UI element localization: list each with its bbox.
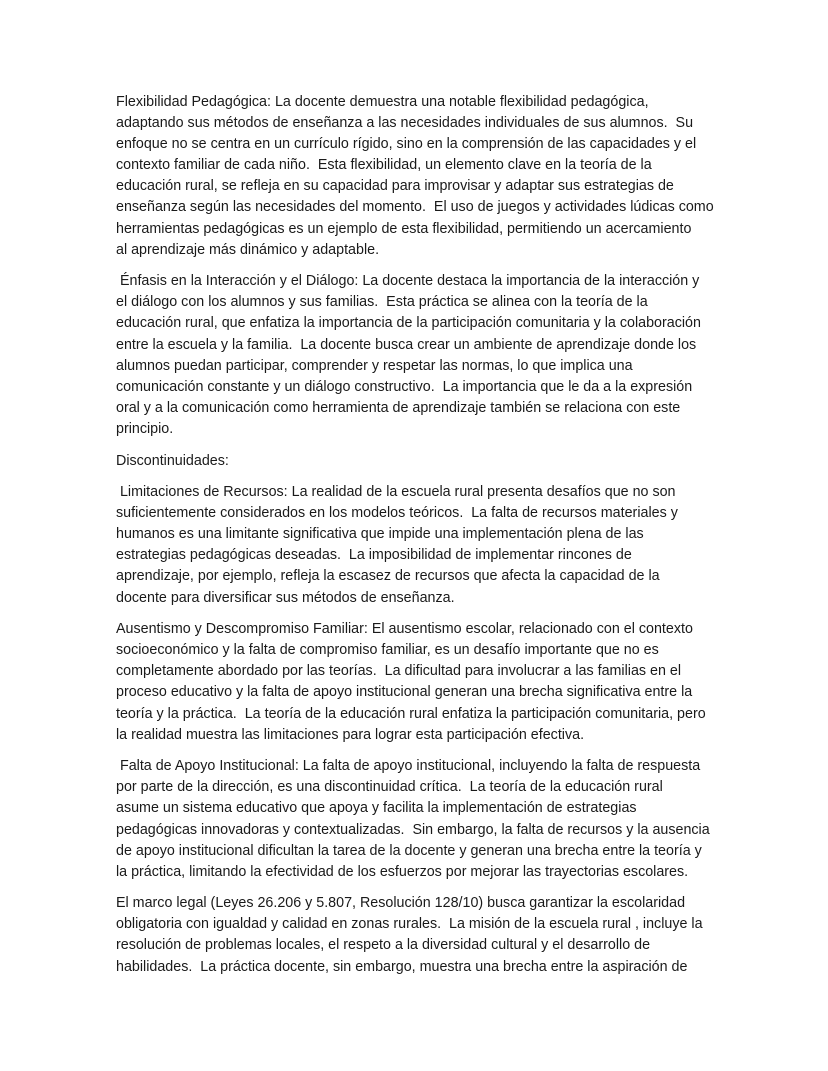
document-page: [116, 92, 726, 988]
text-line: Falta de Apoyo Institucional: La falta de apoyo institucional, incluyendo la falta de respuesta: [116, 758, 701, 775]
text-line: al aprendizaje más dinámico y adaptable.: [116, 241, 380, 258]
text-line: Flexibilidad Pedagógica: La docente demuestra una notable flexibilidad pedagógica,: [116, 94, 649, 110]
text-line: entre la escuela y la familia. La docente busca crear un ambiente de aprendizaje donde los: [116, 336, 697, 353]
text-line: la realidad muestra las limitaciones para lograr esta participación efectiva.: [116, 726, 585, 743]
text-line: de apoyo institucional dificultan la tarea de la docente y generan una brecha entre la teoría y: [116, 842, 702, 859]
text-line: estrategias pedagógicas deseadas. La imposibilidad de implementar rincones de: [116, 547, 632, 564]
text-line: Discontinuidades:: [116, 452, 229, 469]
text-line: Limitaciones de Recursos: La realidad de la escuela rural presenta desafíos que no son: [116, 484, 676, 501]
text-line: Énfasis en la Interacción y el Diálogo: La docente destaca la importancia de la interacción y: [116, 273, 700, 290]
text-line: educación rural, que enfatiza la importancia de la participación comunitaria y la colaboración: [116, 315, 701, 332]
text-line: oral y a la comunicación como herramienta de aprendizaje también se relaciona con este: [116, 399, 681, 416]
paragraph-ausentismo: [116, 619, 726, 746]
paragraph-flexibilidad: [116, 92, 726, 261]
text-line: obligatoria con igualdad y calidad en zonas rurales. La misión de la escuela rural , incluye la: [116, 916, 703, 933]
text-line: educación rural, se refleja en su capacidad para improvisar y adaptar sus estrategias de: [116, 178, 674, 195]
paragraph-marco-legal: [116, 893, 726, 977]
text-line: enfoque no se centra en un currículo rígido, sino en la comprensión de las capacidades y el: [116, 136, 697, 153]
text-line: el diálogo con los alumnos y sus familias. Esta práctica se alinea con la teoría de la: [116, 294, 648, 311]
text-line: aprendizaje, por ejemplo, refleja la escasez de recursos que afecta la capacidad de la: [116, 568, 660, 585]
text-line: por parte de la dirección, es una discontinuidad crítica. La teoría de la educación rural: [116, 779, 663, 796]
text-line: teoría y la práctica. La teoría de la educación rural enfatiza la participación comunitaria, pero: [116, 705, 706, 722]
text-line: asume un sistema educativo que apoya y facilita la implementación de estrategias: [116, 800, 637, 817]
heading-discontinuidades: [116, 451, 726, 472]
text-line: El marco legal (Leyes 26.206 y 5.807, Resolución 128/10) busca garantizar la escolaridad: [116, 895, 686, 912]
text-line: herramientas pedagógicas es un ejemplo de esta flexibilidad, permitiendo un acercamiento: [116, 220, 692, 237]
text-line: resolución de problemas locales, el respeto a la diversidad cultural y el desarrollo de: [116, 937, 651, 954]
text-line: docente para diversificar sus métodos de enseñanza.: [116, 589, 455, 606]
text-line: habilidades. La práctica docente, sin embargo, muestra una brecha entre la aspiración de: [116, 958, 688, 975]
paragraph-apoyo-institucional: [116, 756, 726, 883]
text-line: enseñanza según las necesidades del momento. El uso de juegos y actividades lúdicas como: [116, 199, 714, 216]
text-line: adaptando sus métodos de enseñanza a las necesidades individuales de sus alumnos. Su: [116, 115, 694, 132]
text-line: pedagógicas innovadoras y contextualizadas. Sin embargo, la falta de recursos y la ausencia: [116, 821, 710, 838]
text-line: comunicación constante y un diálogo constructivo. La importancia que le da a la expresión: [116, 378, 693, 395]
text-line: Ausentismo y Descompromiso Familiar: El ausentismo escolar, relacionado con el contexto: [116, 621, 693, 638]
text-line: completamente abordado por las teorías. La dificultad para involucrar a las familias en el: [116, 663, 682, 680]
text-line: proceso educativo y la falta de apoyo institucional generan una brecha significativa entre la: [116, 684, 693, 701]
text-line: alumnos puedan participar, comprender y respetar las normas, lo que implica una: [116, 357, 633, 374]
text-line: principio.: [116, 420, 174, 437]
paragraph-enfasis: [116, 271, 726, 440]
text-line: la práctica, limitando la efectividad de los esfuerzos por mejorar las trayectorias escolares.: [116, 863, 689, 880]
paragraph-limitaciones: [116, 482, 726, 609]
text-line: humanos es una limitante significativa que impide una implementación plena de las: [116, 526, 644, 543]
text-line: socioeconómico y la falta de compromiso familiar, es un desafío importante que no es: [116, 642, 659, 659]
text-line: contexto familiar de cada niño. Esta flexibilidad, un elemento clave en la teoría de la: [116, 157, 652, 174]
text-line: suficientemente considerados en los modelos teóricos. La falta de recursos materiales y: [116, 505, 678, 522]
